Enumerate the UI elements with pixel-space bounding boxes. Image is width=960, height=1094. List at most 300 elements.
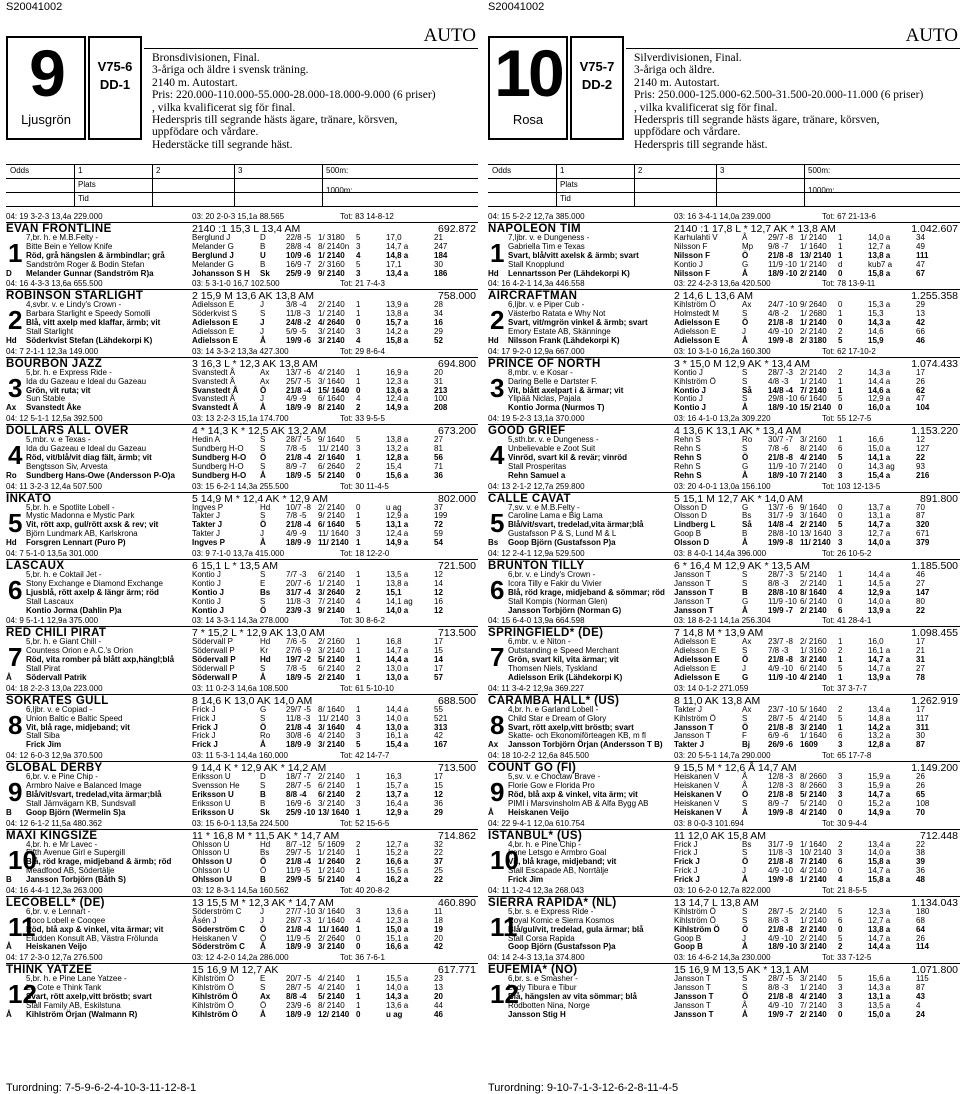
horse-entry <box>6 212 478 279</box>
entry-driver: Söderkvist S <box>192 309 237 319</box>
horse-record: 3 16,3 L * 12,3 AK 13,8 AM <box>192 357 318 370</box>
horse-earnings: 712.448 <box>920 829 958 842</box>
entry-stat: Tot: 29 8-6-4 <box>340 346 385 356</box>
horse-entry <box>488 616 960 683</box>
entry-driver: Söderström C <box>192 942 245 952</box>
entry-text: Stall Starlight <box>26 327 74 337</box>
entry-odds: 31 <box>916 655 925 665</box>
entry-placing: 1 <box>356 569 361 579</box>
entry-driver: Olsson D <box>674 538 710 548</box>
entry-odds: 115 <box>916 974 929 984</box>
entry-time: 16,9 a <box>386 367 409 377</box>
entry-track: Å <box>742 1000 748 1010</box>
entry-time: 13,2 a <box>868 731 891 741</box>
entry-placing: 1 <box>356 974 361 984</box>
horse-record: 15 16,9 M 13,5 AK * 13,1 AM <box>674 964 809 977</box>
entry-stat: Tot: 67 21-13-6 <box>822 212 876 221</box>
entry-time: u ag <box>386 502 402 512</box>
entry-hd-code: Å <box>6 672 12 682</box>
entry-odds: 27 <box>434 435 443 445</box>
entry-time: 13,4 a <box>386 268 409 278</box>
bet-code-secondary: DD-2 <box>581 77 613 92</box>
entry-time: kub7 a <box>868 259 893 269</box>
entry-line-trainer <box>488 472 960 481</box>
entry-placing: 5 <box>838 394 843 404</box>
entry-placing: 1 <box>838 655 843 665</box>
entry-stat: Tot: 21 7-4-3 <box>340 279 385 289</box>
entry-placing: 0 <box>356 502 361 512</box>
entry-text: Melander Gunnar (Sandström R)a <box>26 268 154 278</box>
entry-time: 16,6 a <box>386 857 409 867</box>
entry-track: S <box>742 713 748 723</box>
entry-distance: 4/ 2140 <box>800 452 827 462</box>
entry-placing: 3 <box>356 268 361 278</box>
entry-time: 14,7 a <box>868 933 891 943</box>
entry-odds: 13 <box>916 309 925 319</box>
grid-label-plats: Plats <box>78 180 96 189</box>
entry-track: Hd <box>260 655 271 665</box>
bet-code-box <box>88 36 142 140</box>
entry-driver: Heiskanen V <box>674 807 722 817</box>
horse-earnings: 758.000 <box>438 290 476 303</box>
entry-odds: 17 <box>916 367 925 377</box>
entry-lines <box>6 638 478 682</box>
entry-time: 14,4 a <box>868 942 891 952</box>
entry-odds: 117 <box>916 713 929 723</box>
entry-text: 6,ljbr. v. e Piper Cub - <box>508 300 585 310</box>
entry-time: 13,8 a <box>386 309 409 319</box>
entry-driver: Kihlström Ö <box>192 1000 234 1010</box>
entry-distance: 2/ 2140 <box>800 933 827 943</box>
race-info-line: Hederstäcke till segrande häst. <box>152 138 293 151</box>
entry-time: 13,1 a <box>386 520 409 530</box>
entry-placing: 2 <box>356 403 361 413</box>
entry-driver: Adielsson E <box>192 300 235 310</box>
entry-stat: 03: 10 6-2-0 12,7a 822.000 <box>674 885 771 895</box>
entry-driver: Kontio J <box>674 367 703 377</box>
entry-distance: 9/ 1640 <box>318 435 345 445</box>
entry-placing: 4 <box>356 335 361 345</box>
entry-date: 21/8 -4 <box>286 520 311 530</box>
entry-driver: Jansson T <box>674 974 711 984</box>
entry-text: Eludden Konsult AB, Västra Frölunda <box>26 933 159 943</box>
entry-driver: Jansson T <box>674 587 714 597</box>
entry-driver: Rehn S <box>674 452 702 462</box>
entry-text: Forsgren Lennart (Puro P) <box>26 538 126 548</box>
entry-distance: 9/ 2140 <box>318 268 345 278</box>
entry-distance: 9/ 1640 <box>800 502 827 512</box>
entry-time: 13,8 a <box>868 924 891 934</box>
entry-text: 6,br. s. e Smasher - <box>508 974 578 984</box>
entry-driver: Jansson T <box>674 983 711 993</box>
horse-name: LASCAUX <box>6 559 65 572</box>
entry-track: B <box>260 259 266 269</box>
entry-track: Ö <box>260 933 267 943</box>
entry-lines <box>488 504 960 548</box>
entry-odds: 17 <box>916 637 925 647</box>
entry-text: Stall Järnvägarn KB, Sundsvall <box>26 798 136 808</box>
entry-lines <box>488 369 960 413</box>
entry-stats <box>6 212 478 222</box>
entry-odds: 14 <box>434 578 443 588</box>
entry-time: 15,3 <box>868 309 884 319</box>
entry-driver: Adielsson E <box>674 672 720 682</box>
entry-text: Stall Knopplund <box>508 259 565 269</box>
entry-driver: Ohlsson U <box>192 848 230 858</box>
entry-placing: 3 <box>838 772 843 782</box>
entry-time: 16,1 a <box>386 731 409 741</box>
program-number: 3 <box>490 372 505 403</box>
race-info <box>634 52 954 151</box>
entry-odds: 36 <box>916 866 925 876</box>
entry-driver: Jansson T <box>674 992 714 1002</box>
horse-name: RED CHILI PIRAT <box>6 627 107 640</box>
entry-date: 11/9 -10 <box>768 596 797 606</box>
entry-date: 11/8 -3 <box>286 596 311 606</box>
horse-earnings: 460.890 <box>438 896 476 909</box>
entry-time: 15,9 a <box>868 772 891 782</box>
race-info-line: Hederspris till segrande hästs ägare, tränare, körsven, <box>634 114 880 127</box>
entry-track: Ro <box>742 435 753 445</box>
entry-date: 18/9 -10 <box>768 403 798 413</box>
entry-placing: 4 <box>356 722 361 732</box>
entry-track: Ö <box>742 924 749 934</box>
entry-distance: 6/ 2140 <box>318 569 345 579</box>
horse-entry <box>6 751 478 818</box>
program-number: 8 <box>8 709 23 740</box>
entry-date: 26/9 -6 <box>768 740 793 750</box>
entry-date: 25/9 -10 <box>286 807 316 817</box>
entry-date: 18/9 -5 <box>286 672 311 682</box>
entry-date: 7/8 -3 <box>768 646 789 656</box>
entry-date: 18/9 -5 <box>286 470 311 480</box>
entry-distance: 2/ 2140 <box>800 906 827 916</box>
entry-track: Ax <box>260 992 271 1002</box>
horse-name: DOLLARS ALL OVER <box>6 425 129 438</box>
entry-track: Å <box>742 875 748 885</box>
race-info-line: Hederspris till segrande häst. <box>634 138 768 151</box>
entry-driver: Söderström C <box>192 924 245 934</box>
entry-date: 28/7 -3 <box>768 569 793 579</box>
entry-distance: 1/ 2640 <box>318 857 345 867</box>
grid-label-second: 2 <box>156 166 161 175</box>
entry-stat: 03: 13 2-2-3 15,1a 174.700 <box>192 414 289 424</box>
entry-time: 12,9 a <box>868 394 891 404</box>
entry-placing: 3 <box>838 848 843 858</box>
entry-odds: 24 <box>916 1009 925 1019</box>
entry-distance: 5/ 2140 <box>800 569 827 579</box>
entry-distance: 11/ 2140 <box>318 713 349 723</box>
entry-odds: 64 <box>916 924 925 934</box>
entry-odds: 80 <box>916 596 925 606</box>
entry-text: 5,br. h. e Express Ride - <box>26 367 112 377</box>
entry-placing: 0 <box>838 924 843 934</box>
entry-date: 21/8 -4 <box>286 924 311 934</box>
entry-stat: 04: 7 5-1-0 13,5a 301.000 <box>6 548 99 558</box>
entry-driver: Söderwall P <box>192 672 238 682</box>
entry-text: Södervall Patrik <box>26 672 87 682</box>
entry-date: 18/9 -9 <box>286 942 311 952</box>
entry-time: 14,6 <box>868 327 884 337</box>
entry-text: 6,ljbr. v. e Copiad - <box>26 704 93 714</box>
entry-driver: Berglund J <box>192 250 234 260</box>
bet-code-primary: V75-6 <box>97 59 133 74</box>
entry-driver: Kontio J <box>192 605 224 615</box>
entry-time: 14,5 a <box>868 578 891 588</box>
entry-odds: 29 <box>434 327 443 337</box>
grid-row-odds <box>6 164 478 178</box>
entry-distance: 11/ 1640 <box>318 924 349 934</box>
entry-stat: Tot: 26 10-5-2 <box>822 548 872 558</box>
grid-label-first: 1 <box>560 166 565 175</box>
entry-text: Jansson Stig H <box>508 1009 566 1019</box>
entry-placing: 3 <box>356 241 361 251</box>
horse-record: 5 15,1 M 12,7 AK * 14,0 AM <box>674 492 803 505</box>
entry-placing: 0 <box>356 942 361 952</box>
entry-track: Å <box>742 403 748 413</box>
entry-time: 14,7 a <box>868 789 891 799</box>
entry-date: 8/7 -12 <box>286 839 311 849</box>
horse-entry <box>488 414 960 481</box>
entry-date: 8/8 -4 <box>286 992 307 1002</box>
entry-text: 8,mbr. v. e Kosar - <box>508 367 573 377</box>
horse-record: 8 11,0 AK 13,8 AM <box>674 694 761 707</box>
entry-placing: 1 <box>838 233 843 242</box>
horse-record: 7 * 15,2 L * 12,9 AK 13,0 AM <box>192 627 325 640</box>
entry-date: 24/7 -10 <box>768 300 798 310</box>
entry-distance: 3/ 2640 <box>318 587 345 597</box>
entry-text: Västerbo Ratata e Why Not <box>508 309 606 319</box>
entry-distance: 6/ 2140 <box>800 664 827 674</box>
entry-driver: Svanstedt Å <box>192 385 239 395</box>
entry-lines <box>488 975 960 1019</box>
entry-date: 18/9 -10 <box>768 268 798 278</box>
entry-driver: Frick J <box>674 875 700 885</box>
entry-driver: Kontio J <box>192 569 221 579</box>
entry-time: 13,8 a <box>868 250 891 260</box>
entry-date: 21/8 -8 <box>768 318 793 328</box>
entry-track: J <box>260 300 264 310</box>
grid-row-tid <box>488 186 960 207</box>
entry-track: S <box>742 983 748 993</box>
race-info-line: uppfödare och vårdare. <box>152 126 259 139</box>
entry-text: Vit, rött axp, gul/rött axsk & rev; vit <box>26 520 159 530</box>
entry-odds: 26 <box>916 781 925 791</box>
entry-driver: Nilsson F <box>674 268 711 278</box>
entry-stats <box>488 819 960 829</box>
entry-line-trainer <box>488 337 960 346</box>
entry-distance: 6/ 2140 <box>318 664 345 674</box>
entry-track: Ax <box>742 704 752 714</box>
entry-placing: 1 <box>356 300 361 310</box>
entry-track: B <box>260 241 266 251</box>
entry-lines <box>6 301 478 345</box>
entry-date: 4/8 -2 <box>768 309 789 319</box>
entry-hd-code: Å <box>6 942 12 952</box>
entry-stat: 03: 10 3-1-0 16,2a 160.300 <box>674 346 771 356</box>
entry-placing: 3 <box>838 529 843 539</box>
entry-odds: 17 <box>434 772 443 782</box>
entry-track: J <box>260 529 264 539</box>
program-number: 10 <box>490 844 519 875</box>
entry-distance: 9/ 2640 <box>800 300 827 310</box>
entry-text: Ida du Gazeau e Ideal du Gazeau <box>26 376 147 386</box>
entry-line-trainer <box>6 674 478 683</box>
entry-time: 16,4 a <box>386 798 409 808</box>
entry-placing: 1 <box>356 452 361 462</box>
entry-date: 22/8 -5 <box>286 233 311 242</box>
entry-distance: 4/ 2140 <box>800 807 827 817</box>
entry-date: 8/8 -3 <box>768 983 789 993</box>
entry-odds: 100 <box>434 394 448 404</box>
entry-track: Ö <box>260 1000 267 1010</box>
entry-driver: Ingves P <box>192 538 225 548</box>
entry-odds: 87 <box>916 983 925 993</box>
entry-odds: 42 <box>916 318 925 328</box>
entry-odds: 68 <box>916 915 925 925</box>
horse-earnings: 1.185.500 <box>911 559 958 572</box>
entry-date: 23/9 -6 <box>286 1000 311 1010</box>
entry-track: Å <box>742 807 748 817</box>
entry-track: S <box>742 798 748 808</box>
entry-odds: 66 <box>916 327 925 337</box>
entry-stat: 03: 11 5-3-1 14,4a 160.000 <box>192 751 288 761</box>
entry-driver: Berglund J <box>192 233 231 242</box>
start-type: AUTO <box>905 25 958 46</box>
race-info-line: Silverdivisionen, Final. <box>634 52 742 64</box>
entry-driver: Kihlström Ö <box>674 906 716 916</box>
grid-divider <box>556 164 557 206</box>
entry-date: 28/7 -5 <box>286 983 311 993</box>
entry-placing: 5 <box>838 713 843 723</box>
entry-date: 3/8 -4 <box>286 300 307 310</box>
program-number: 9 <box>8 777 23 808</box>
entry-distance: 4/ 2140 <box>318 731 345 741</box>
entry-track: G <box>742 672 749 682</box>
entry-text: Bitte Bein e Yellow Knife <box>26 241 113 251</box>
entry-date: 11/9 -5 <box>286 933 311 943</box>
entry-text: Irene Letsgo e Armbro Goal <box>508 848 607 858</box>
entry-distance: 13/ 1640 <box>318 807 350 817</box>
entry-driver: Olsson D <box>674 511 707 521</box>
header-divider <box>144 48 478 49</box>
entry-odds: 52 <box>434 335 443 345</box>
entry-distance: 2/ 2140 <box>318 672 345 682</box>
entry-time: 16,1 a <box>868 646 891 656</box>
entry-track: Å <box>742 233 748 242</box>
entry-stats <box>488 212 960 222</box>
race-number-box <box>6 36 86 140</box>
entry-text: Emory Estate AB, Skänninge <box>508 327 611 337</box>
entry-placing: d <box>838 259 843 269</box>
entry-track: Å <box>742 1009 748 1019</box>
entry-odds: 34 <box>916 233 925 242</box>
entry-date: 11/9 -10 <box>768 672 797 682</box>
entry-time: 15,2 a <box>386 848 409 858</box>
horse-name: BOURBON JAZZ <box>6 357 103 370</box>
horse-entry <box>6 819 478 886</box>
entry-distance: 3/ 1640 <box>318 906 345 916</box>
entry-track: Å <box>742 335 748 345</box>
entry-distance: 8/ 1640 <box>318 704 345 714</box>
entry-date: 29/8 -10 <box>768 394 798 404</box>
entry-date: 8/8 -4 <box>286 789 307 799</box>
program-number: 6 <box>8 574 23 605</box>
entry-driver: Adielsson E <box>674 335 720 345</box>
entry-odds: 48 <box>916 875 925 885</box>
horse-earnings: 714.862 <box>438 829 476 842</box>
entry-time: 13,4 a <box>868 839 891 849</box>
entry-placing: 2 <box>838 839 843 849</box>
entry-text: 7,ljbr. v. e Dungeness - <box>508 233 590 242</box>
entry-odds: 17 <box>434 664 443 674</box>
entry-driver: Kihlström Ö <box>674 376 716 386</box>
horse-name: SPRINGFIELD* (DE) <box>488 627 604 640</box>
entry-text: Röd, blå axp & vinkel, vita ärmar; vit <box>26 924 164 934</box>
program-number: 8 <box>490 709 505 740</box>
entry-track: S <box>742 915 748 925</box>
entry-stat: 03: 5 3-1-0 16,7 102.500 <box>192 279 280 289</box>
entry-odds: 38 <box>916 848 925 858</box>
entry-text: 5,sv. v. e Choctaw Brave - <box>508 772 601 782</box>
entry-track: S <box>742 444 748 454</box>
entry-driver: Takter J <box>192 511 221 521</box>
entry-stat: Tot: 30 9-4-4 <box>822 818 867 828</box>
entry-stats <box>488 347 960 357</box>
horse-record: 3 * 15,0 M 12,9 AK * 13,4 AM <box>674 357 811 370</box>
entry-track: Å <box>742 268 748 278</box>
entry-list <box>6 212 478 1021</box>
horse-earnings: 694.800 <box>438 357 476 370</box>
entry-driver: Heiskanen V <box>674 789 722 799</box>
entry-lines <box>6 908 478 952</box>
entry-text: Gustafsson P & S, Lund M & L <box>508 529 617 539</box>
entry-text: Lady Tibura e Tibur <box>508 983 577 993</box>
entry-text: Jansson Torbjörn (Norman G) <box>508 605 622 615</box>
program-number: 11 <box>490 911 518 942</box>
entry-driver: Jansson T <box>674 1009 714 1019</box>
horse-name: ROBINSON STARLIGHT <box>6 290 144 303</box>
entry-hd-code: Bs <box>488 538 499 548</box>
entry-distance: 2/ 2140 <box>800 1009 827 1019</box>
entry-distance: 10/ 2140 <box>800 848 832 858</box>
grid-label-1000m: 1000m: <box>808 186 835 195</box>
entry-placing: 5 <box>356 233 361 242</box>
entry-placing: 1 <box>356 655 361 665</box>
entry-track: J <box>742 664 746 674</box>
entry-driver: Jansson T <box>674 596 711 606</box>
entry-date: 18/9 -9 <box>286 1009 311 1019</box>
entry-driver: Nilsson F <box>674 250 711 260</box>
entry-odds: 671 <box>916 529 930 539</box>
entry-lines <box>6 773 478 817</box>
horse-record: 9 15,5 M * 12,6 Å 14,7 AM <box>674 762 797 775</box>
entry-placing: 1 <box>356 367 361 377</box>
entry-placing: 0 <box>838 318 843 328</box>
entry-driver: Johansson S H <box>192 268 250 278</box>
entry-stat: Tot: 33 9-5-5 <box>340 414 385 424</box>
entry-odds: 87 <box>916 511 925 521</box>
entry-date: 21/8 -8 <box>768 789 793 799</box>
race-info-line: Bronsdivisionen, Final. <box>152 52 260 64</box>
entry-stats <box>6 953 478 963</box>
entry-lines <box>6 841 478 885</box>
entry-track: Å <box>260 470 266 480</box>
entry-odds: 12 <box>434 789 443 799</box>
entry-track: Å <box>742 781 748 791</box>
entry-stat: Tot: 65 17-7-8 <box>822 751 872 761</box>
entry-time: 13,0 a <box>386 672 409 682</box>
